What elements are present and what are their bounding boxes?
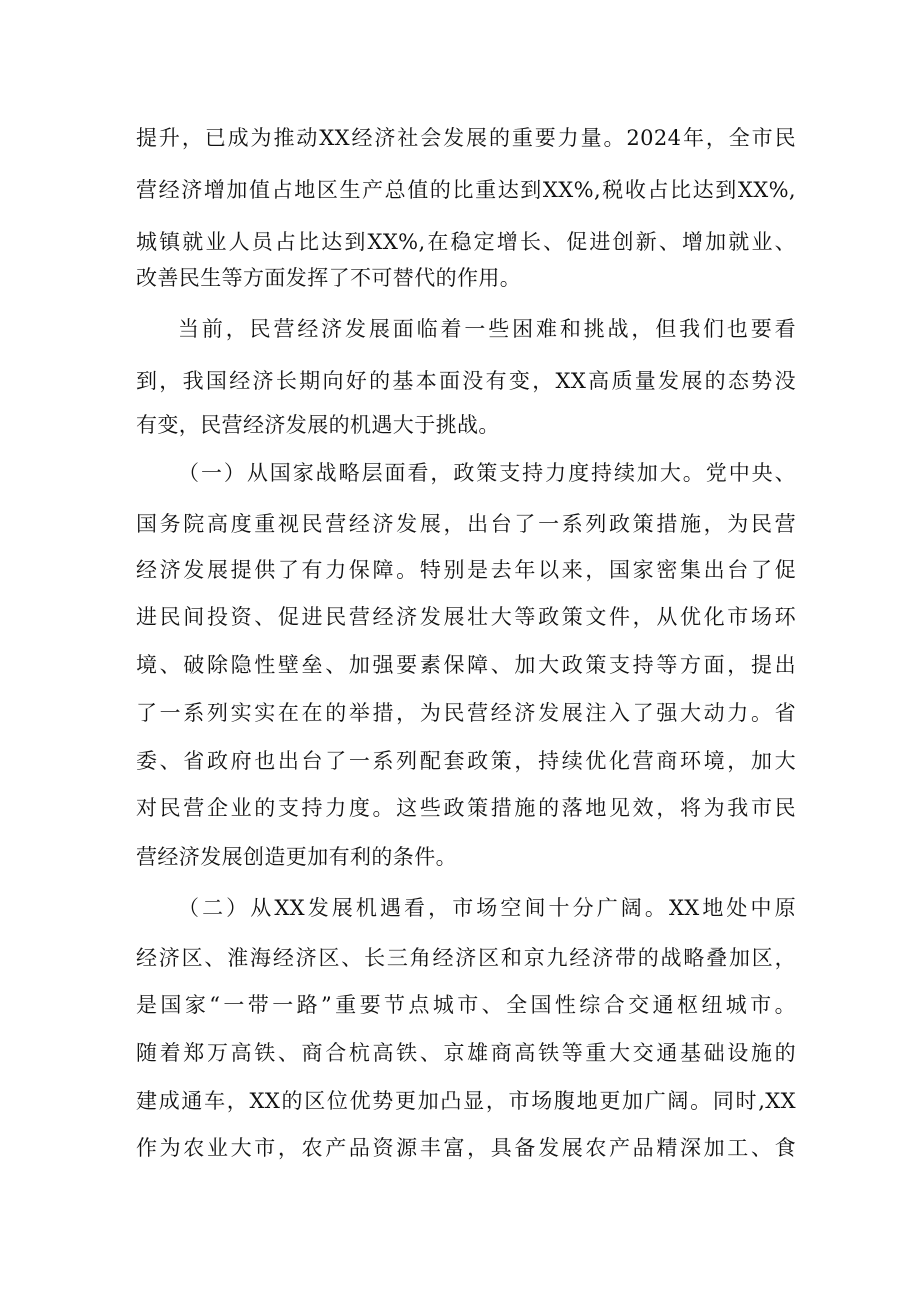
paragraph-line: 建成通车，XX的区位优势更加凸显，市场腹地更加广阔。同时,XX — [136, 1089, 796, 1113]
paragraph-line: 营经济发展创造更加有利的条件。 — [136, 845, 457, 869]
paragraph-line: 随着郑万高铁、商合杭高铁、京雄商高铁等重大交通基础设施的 — [136, 1041, 796, 1065]
paragraph-line: 国务院高度重视民营经济发展，出台了一系列政策措施，为民营 — [136, 512, 796, 536]
paragraph-line: 改善民生等方面发挥了不可替代的作用。 — [136, 266, 522, 290]
paragraph-line: 经济发展提供了有力保障。特别是去年以来，国家密集出台了促 — [136, 558, 796, 582]
paragraph-line: 提升，已成为推动XX经济社会发展的重要力量。2024年，全市民 — [136, 126, 796, 150]
section-heading-line: （二）从XX发展机遇看，市场空间十分广阔。XX地处中原 — [178, 896, 796, 920]
paragraph-line: 对民营企业的支持力度。这些政策措施的落地见效，将为我市民 — [136, 796, 796, 820]
paragraph-line: 境、破除隐性壁垒、加强要素保障、加大政策支持等方面，提出 — [136, 653, 796, 677]
paragraph-line: 城镇就业人员占比达到XX%,在稳定增长、促进创新、增加就业、 — [136, 230, 796, 254]
paragraph-line: 营经济增加值占地区生产总值的比重达到XX%,税收占比达到XX%, — [136, 178, 796, 202]
paragraph-line: 作为农业大市，农产品资源丰富，具备发展农产品精深加工、食 — [136, 1136, 796, 1160]
paragraph-line: 当前，民营经济发展面临着一些困难和挑战，但我们也要看 — [178, 317, 796, 341]
paragraph-line: 到，我国经济长期向好的基本面没有变，XX高质量发展的态势没 — [136, 369, 796, 393]
paragraph-line: 是国家“一带一路”重要节点城市、全国性综合交通枢纽城市。 — [136, 993, 796, 1017]
paragraph-line: 经济区、淮海经济区、长三角经济区和京九经济带的战略叠加区， — [136, 946, 796, 970]
section-heading-line: （一）从国家战略层面看，政策支持力度持续加大。党中央、 — [178, 461, 796, 485]
paragraph-line: 有变，民营经济发展的机遇大于挑战。 — [136, 413, 500, 437]
paragraph-line: 委、省政府也出台了一系列配套政策，持续优化营商环境，加大 — [136, 749, 796, 773]
paragraph-line: 进民间投资、促进民营经济发展壮大等政策文件，从优化市场环 — [136, 605, 796, 629]
paragraph-line: 了一系列实实在在的举措，为民营经济发展注入了强大动力。省 — [136, 701, 796, 725]
